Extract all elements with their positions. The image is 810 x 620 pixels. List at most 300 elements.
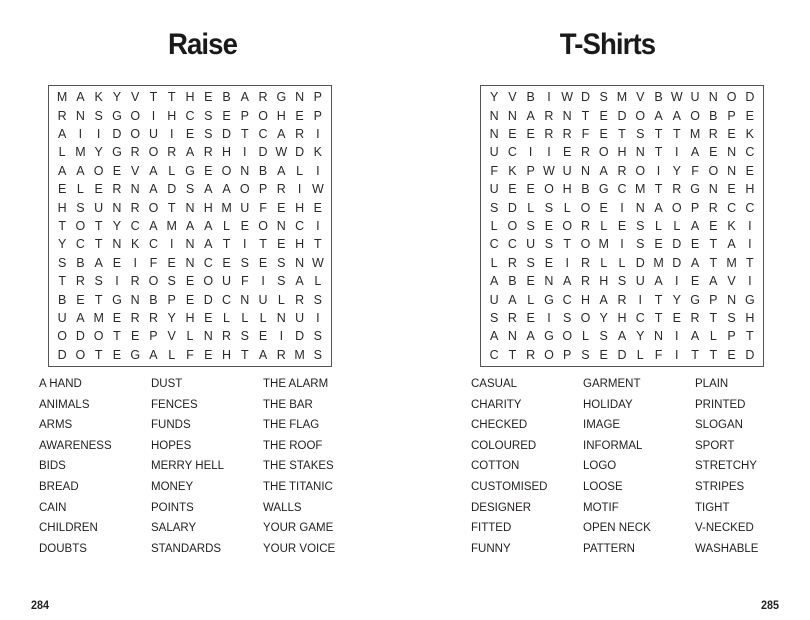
grid-cell: D	[745, 347, 755, 362]
grid-cell: I	[316, 126, 320, 141]
grid-cell: A	[57, 163, 67, 178]
grid-cell: R	[708, 126, 718, 141]
grid-cell: E	[204, 347, 213, 362]
grid-cell: Y	[636, 329, 645, 344]
grid-cell: P	[149, 329, 158, 344]
word-list-item: ANIMALS	[39, 398, 90, 411]
grid-cell: D	[222, 126, 232, 141]
grid-cell: R	[130, 274, 140, 289]
grid-cell: T	[709, 310, 718, 325]
grid-cell: N	[507, 108, 517, 123]
grid-cell: A	[654, 108, 663, 123]
grid-cell: S	[313, 292, 323, 307]
grid-cell: E	[313, 200, 323, 215]
grid-cell: E	[599, 108, 608, 123]
puzzle-title: T-Shirts	[559, 28, 656, 61]
grid-cell: L	[527, 200, 535, 215]
grid-cell: C	[489, 237, 499, 252]
grid-cell: S	[204, 108, 213, 123]
grid-cell: T	[222, 237, 231, 252]
grid-cell: K	[745, 126, 755, 141]
grid-cell: E	[185, 126, 195, 141]
grid-cell: T	[508, 347, 517, 362]
grid-cell: I	[243, 237, 247, 252]
grid-cell: B	[149, 292, 158, 307]
grid-cell: S	[489, 310, 499, 325]
word-list-item: THE STAKES	[263, 460, 334, 473]
grid-cell: P	[727, 329, 736, 344]
grid-cell: R	[148, 310, 158, 325]
grid-cell: N	[507, 329, 517, 344]
grid-cell: O	[130, 108, 141, 123]
word-list-item: HOLIDAY	[583, 398, 633, 411]
grid-cell: B	[526, 90, 535, 105]
grid-cell: O	[598, 145, 609, 160]
grid-cell: A	[489, 274, 499, 289]
word-list-item: PATTERN	[583, 542, 635, 555]
grid-cell: S	[240, 255, 249, 270]
grid-cell: E	[709, 145, 718, 160]
grid-cell: R	[276, 347, 286, 362]
grid-cell: H	[295, 200, 305, 215]
grid-cell: E	[727, 347, 736, 362]
word-list-item: CHILDREN	[39, 522, 98, 535]
grid-cell: I	[316, 163, 320, 178]
grid-cell: A	[690, 145, 700, 160]
grid-cell: T	[654, 310, 663, 325]
grid-cell: L	[58, 145, 66, 160]
grid-cell: L	[314, 274, 322, 289]
grid-cell: L	[490, 218, 498, 233]
grid-cell: S	[277, 255, 286, 270]
grid-cell: I	[675, 329, 679, 344]
page-number: 285	[760, 598, 779, 612]
grid-cell: A	[672, 108, 681, 123]
grid-cell: O	[507, 218, 518, 233]
grid-cell: O	[635, 108, 646, 123]
letter-grid	[48, 85, 332, 367]
grid-cell: E	[544, 255, 554, 270]
grid-cell: K	[131, 237, 140, 252]
word-list-item: YOUR VOICE	[263, 542, 336, 555]
word-list-item: SPORT	[695, 439, 735, 452]
grid-cell: U	[562, 163, 572, 178]
grid-cell: O	[544, 182, 554, 197]
grid-cell: B	[709, 108, 718, 123]
grid-cell: E	[526, 274, 535, 289]
grid-cell: R	[617, 163, 627, 178]
grid-cell: D	[258, 145, 268, 160]
grid-cell: G	[690, 182, 700, 197]
grid-cell: C	[507, 237, 517, 252]
grid-cell: N	[112, 237, 122, 252]
grid-cell: T	[240, 126, 249, 141]
grid-cell: Y	[94, 145, 103, 160]
grid-cell: A	[617, 329, 627, 344]
grid-cell: S	[94, 274, 103, 289]
grid-cell: A	[94, 255, 103, 270]
grid-cell: A	[149, 347, 158, 362]
grid-cell: O	[130, 126, 141, 141]
grid-cell: N	[580, 163, 590, 178]
grid-cell: I	[261, 274, 265, 289]
word-list-item: WASHABLE	[695, 542, 759, 555]
grid-cell: I	[169, 126, 174, 141]
grid-cell: V	[636, 90, 645, 105]
grid-cell: H	[167, 108, 177, 123]
grid-cell: H	[185, 310, 195, 325]
grid-cell: S	[240, 329, 249, 344]
grid-cell: R	[690, 310, 700, 325]
grid-cell: A	[185, 218, 195, 233]
grid-cell: C	[203, 255, 213, 270]
grid-cell: D	[580, 90, 590, 105]
grid-cell: E	[709, 218, 718, 233]
grid-cell: E	[526, 182, 535, 197]
grid-cell: O	[690, 108, 700, 123]
grid-cell: N	[489, 108, 499, 123]
word-list-item: STANDARDS	[151, 542, 222, 555]
grid-cell: G	[744, 292, 755, 307]
grid-cell: O	[726, 90, 737, 105]
grid-cell: I	[547, 90, 551, 105]
grid-cell: H	[222, 145, 232, 160]
grid-cell: O	[93, 163, 104, 178]
puzzle-title: Raise	[167, 28, 238, 61]
grid-cell: E	[240, 218, 249, 233]
grid-cell: T	[259, 237, 267, 252]
grid-cell: N	[727, 292, 737, 307]
grid-cell: E	[167, 255, 176, 270]
grid-cell: E	[654, 237, 663, 252]
grid-cell: R	[130, 310, 140, 325]
grid-cell: C	[745, 145, 755, 160]
grid-cell: T	[691, 347, 699, 362]
grid-cell: G	[112, 145, 122, 160]
grid-cell: T	[58, 274, 66, 289]
grid-cell: F	[186, 347, 194, 362]
grid-cell: I	[748, 274, 752, 289]
grid-cell: H	[599, 274, 609, 289]
grid-cell: O	[580, 237, 591, 252]
grid-cell: W	[543, 163, 555, 178]
grid-cell: E	[727, 182, 736, 197]
word-list-item: V-NECKED	[695, 522, 754, 535]
word-list-item: THE ROOF	[263, 439, 323, 452]
grid-cell: C	[185, 108, 195, 123]
grid-cell: R	[580, 274, 590, 289]
grid-cell: S	[313, 347, 323, 362]
grid-cell: T	[581, 108, 590, 123]
grid-cell: P	[526, 163, 535, 178]
grid-cell: T	[314, 237, 322, 252]
grid-cell: G	[276, 90, 287, 105]
grid-cell: T	[240, 347, 249, 362]
grid-cell: A	[204, 218, 213, 233]
grid-cell: M	[166, 218, 177, 233]
word-list-item: FENCES	[151, 398, 198, 411]
grid-cell: M	[689, 126, 701, 141]
grid-cell: G	[185, 163, 195, 178]
grid-cell: I	[279, 329, 284, 344]
grid-cell: E	[526, 310, 535, 325]
grid-cell: L	[655, 218, 662, 233]
grid-cell: R	[544, 108, 554, 123]
grid-cell: U	[690, 90, 700, 105]
grid-cell: A	[149, 218, 158, 233]
grid-cell: E	[222, 108, 231, 123]
grid-cell: S	[489, 200, 499, 215]
grid-cell: L	[223, 310, 230, 325]
grid-cell: S	[94, 108, 103, 123]
grid-cell: D	[295, 329, 305, 344]
grid-cell: E	[131, 329, 140, 344]
grid-cell: E	[690, 237, 700, 252]
grid-cell: E	[204, 163, 213, 178]
grid-cell: L	[259, 310, 267, 325]
grid-cell: A	[149, 182, 158, 197]
grid-cell: S	[636, 126, 645, 141]
grid-cell: E	[672, 310, 681, 325]
grid-cell: N	[130, 182, 140, 197]
grid-cell: K	[94, 90, 103, 105]
grid-cell: P	[167, 292, 176, 307]
grid-cell: E	[508, 182, 517, 197]
grid-cell: N	[635, 145, 645, 160]
word-list-item: MONEY	[151, 480, 194, 493]
grid-cell: I	[133, 255, 137, 270]
word-list	[39, 378, 375, 563]
grid-cell: E	[185, 292, 195, 307]
grid-cell: N	[203, 329, 213, 344]
grid-cell: A	[240, 90, 249, 105]
grid-cell: E	[277, 200, 286, 215]
grid-cell: O	[148, 200, 159, 215]
grid-cell: G	[690, 292, 700, 307]
grid-cell: D	[203, 292, 213, 307]
grid-cell: A	[599, 292, 608, 307]
word-list-item: CHARITY	[471, 398, 522, 411]
word-list-item: THE TITANIC	[263, 480, 333, 493]
grid-cell: N	[112, 200, 122, 215]
word-list-item: A HAND	[39, 378, 82, 390]
grid-cell: T	[709, 347, 718, 362]
grid-cell: C	[507, 145, 517, 160]
grid-cell: C	[745, 200, 755, 215]
grid-cell: I	[620, 237, 624, 252]
grid-cell: O	[671, 200, 682, 215]
grid-cell: T	[94, 347, 103, 362]
grid-cell: E	[112, 255, 122, 270]
grid-cell: S	[526, 218, 535, 233]
grid-cell: M	[221, 200, 232, 215]
grid-cell: I	[316, 310, 320, 325]
grid-cell: L	[277, 292, 285, 307]
grid-cell: E	[544, 218, 554, 233]
grid-cell: S	[57, 255, 67, 270]
grid-cell: S	[313, 329, 323, 344]
grid-cell: S	[526, 255, 535, 270]
grid-cell: R	[562, 126, 572, 141]
grid-cell: R	[580, 255, 590, 270]
grid-cell: O	[258, 108, 268, 123]
grid-cell: V	[131, 163, 140, 178]
grid-cell: P	[258, 182, 268, 197]
grid-cell: M	[598, 237, 609, 252]
grid-cell: N	[489, 126, 499, 141]
grid-cell: R	[295, 126, 305, 141]
grid-cell: O	[239, 182, 250, 197]
grid-cell: D	[672, 255, 682, 270]
grid-cell: O	[75, 347, 86, 362]
grid-cell: Y	[167, 310, 176, 325]
grid-cell: E	[727, 126, 736, 141]
grid-cell: U	[258, 292, 268, 307]
grid-cell: L	[618, 255, 626, 270]
grid-cell: N	[727, 145, 737, 160]
grid-cell: R	[57, 108, 67, 123]
grid-cell: O	[57, 329, 67, 344]
grid-cell: C	[727, 200, 737, 215]
word-list-item: FUNDS	[151, 419, 191, 432]
grid-cell: N	[562, 108, 572, 123]
grid-cell: E	[57, 182, 67, 197]
grid-cell: A	[204, 237, 213, 252]
grid-cell: A	[295, 274, 304, 289]
grid-cell: O	[221, 163, 232, 178]
grid-cell: A	[526, 108, 535, 123]
grid-cell: G	[130, 347, 141, 362]
grid-cell: I	[748, 218, 752, 233]
grid-cell: L	[186, 329, 194, 344]
word-list-item: MOTIF	[583, 501, 619, 514]
grid-cell: P	[240, 108, 249, 123]
word-list-item: STRETCHY	[695, 460, 757, 473]
grid-cell: R	[526, 347, 536, 362]
grid-cell: N	[185, 255, 195, 270]
grid-cell: H	[745, 182, 755, 197]
grid-cell: E	[112, 163, 122, 178]
grid-cell: P	[313, 108, 323, 123]
grid-cell: M	[635, 182, 646, 197]
word-list-item: WALLS	[263, 501, 302, 514]
grid-cell: M	[294, 347, 305, 362]
grid-cell: I	[748, 237, 752, 252]
grid-cell: T	[709, 237, 718, 252]
grid-cell: R	[507, 310, 517, 325]
grid-cell: M	[56, 90, 68, 105]
grid-cell: R	[130, 145, 140, 160]
grid-cell: W	[311, 182, 324, 197]
grid-cell: N	[240, 292, 250, 307]
grid-cell: P	[690, 200, 700, 215]
grid-cell: Y	[672, 163, 681, 178]
grid-cell: H	[222, 347, 232, 362]
grid-cell: I	[169, 237, 174, 252]
grid-cell: T	[167, 200, 176, 215]
grid-cell: H	[617, 145, 627, 160]
grid-cell: E	[76, 292, 85, 307]
grid-cell: U	[489, 292, 499, 307]
word-list-item: DOUBTS	[39, 542, 87, 555]
grid-cell: R	[222, 329, 232, 344]
grid-cell: H	[617, 310, 627, 325]
grid-cell: S	[636, 218, 645, 233]
grid-cell: F	[581, 126, 590, 141]
grid-cell: H	[185, 90, 195, 105]
grid-cell: O	[75, 218, 86, 233]
grid-cell: O	[203, 274, 214, 289]
grid-cell: A	[489, 329, 499, 344]
grid-cell: E	[563, 145, 572, 160]
grid-cell: R	[112, 182, 122, 197]
grid-cell: A	[654, 200, 663, 215]
word-list-item: INFORMAL	[583, 439, 643, 452]
grid-cell: S	[617, 274, 627, 289]
grid-cell: E	[204, 310, 213, 325]
grid-cell: T	[709, 255, 718, 270]
grid-cell: A	[76, 163, 85, 178]
word-list-item: DESIGNER	[471, 501, 532, 514]
grid-cell: O	[635, 163, 646, 178]
grid-cell: N	[185, 237, 195, 252]
grid-cell: T	[94, 237, 103, 252]
grid-cell: E	[745, 163, 755, 178]
grid-cell: S	[544, 200, 554, 215]
grid-cell: D	[75, 329, 85, 344]
grid-cell: I	[96, 126, 101, 141]
grid-cell: L	[600, 255, 608, 270]
grid-cell: K	[508, 163, 517, 178]
grid-cell: M	[93, 310, 104, 325]
grid-cell: C	[562, 292, 572, 307]
grid-cell: D	[57, 347, 67, 362]
grid-cell: N	[295, 90, 305, 105]
grid-cell: A	[277, 126, 286, 141]
grid-cell: I	[675, 274, 679, 289]
grid-cell: C	[489, 347, 499, 362]
grid-cell: G	[544, 292, 554, 307]
grid-cell: R	[203, 145, 213, 160]
grid-cell: S	[599, 329, 608, 344]
grid-cell: T	[94, 292, 103, 307]
grid-cell: A	[204, 182, 213, 197]
grid-cell: O	[148, 274, 159, 289]
grid-cell: R	[130, 200, 140, 215]
grid-cell: Y	[489, 90, 499, 105]
grid-cell: S	[204, 126, 213, 141]
word-list-item: OPEN NECK	[583, 522, 651, 535]
grid-cell: V	[727, 274, 736, 289]
grid-cell: C	[75, 237, 85, 252]
grid-cell: I	[297, 182, 302, 197]
grid-cell: B	[76, 255, 85, 270]
word-list-item: COTTON	[471, 460, 520, 473]
grid-cell: H	[580, 292, 590, 307]
grid-cell: R	[672, 182, 682, 197]
grid-cell: L	[527, 292, 535, 307]
grid-cell: T	[149, 90, 158, 105]
grid-cell: L	[490, 255, 498, 270]
grid-cell: G	[544, 329, 554, 344]
grid-cell: T	[58, 218, 66, 233]
grid-cell: N	[276, 310, 286, 325]
grid-cell: O	[258, 218, 268, 233]
grid-cell: H	[562, 182, 572, 197]
grid-cell: D	[617, 108, 627, 123]
word-list-item: POINTS	[151, 501, 194, 514]
grid-cell: C	[617, 182, 627, 197]
